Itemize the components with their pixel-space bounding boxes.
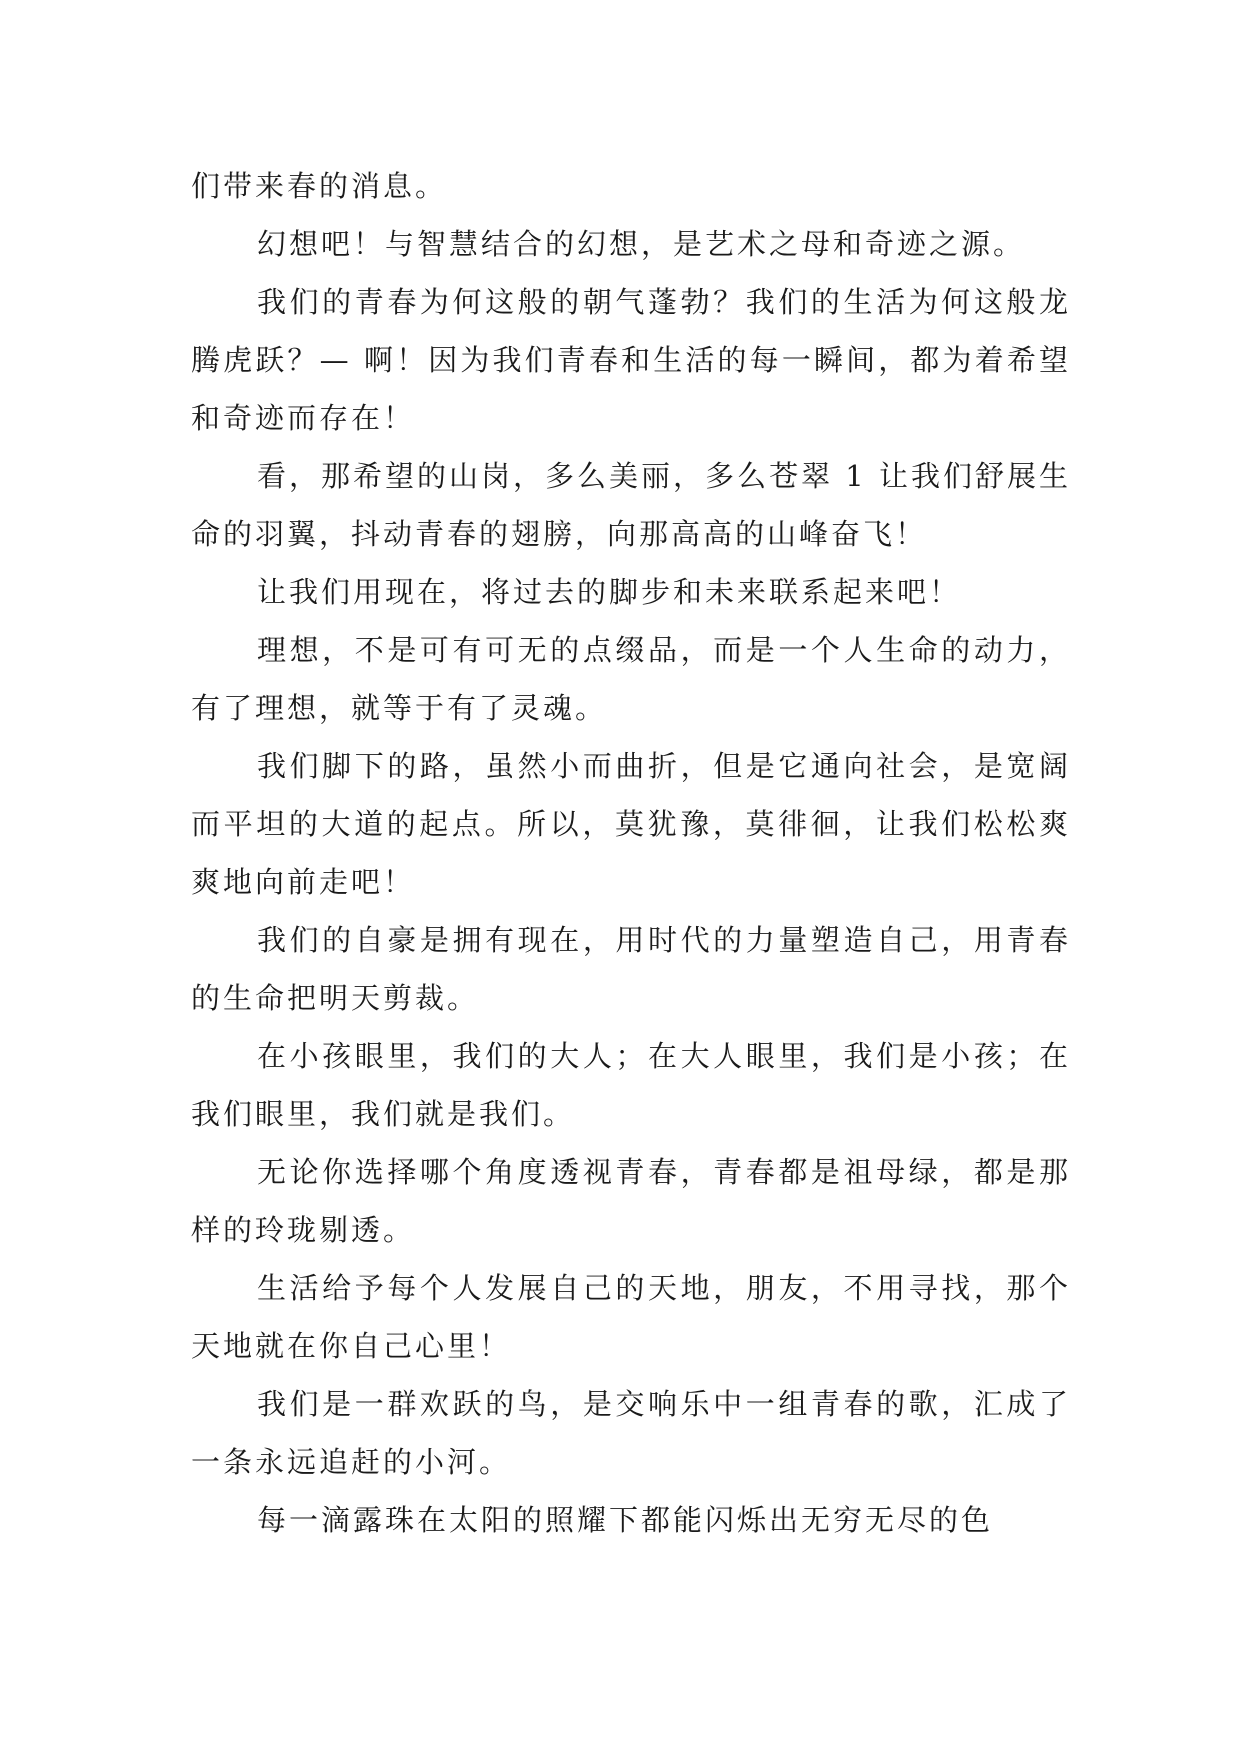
paragraph-6: 理想，不是可有可无的点缀品，而是一个人生命的动力，有了理想，就等于有了灵魂。 [191, 633, 1071, 725]
document-body [191, 157, 1071, 1549]
paragraph-10: 无论你选择哪个角度透视青春，青春都是祖母绿，都是那样的玲珑剔透。 [191, 1155, 1071, 1247]
paragraph-3: 我们的青春为何这般的朝气蓬勃？我们的生活为何这般龙腾虎跃？— 啊！因为我们青春和生活的每一瞬间，都为着希望和奇迹而存在！ [191, 285, 1071, 435]
paragraph-13: 每一滴露珠在太阳的照耀下都能闪烁出无穷无尽的色 [257, 1503, 994, 1537]
paragraph-11: 生活给予每个人发展自己的天地，朋友，不用寻找，那个天地就在你自己心里！ [191, 1271, 1071, 1363]
paragraph-7: 我们脚下的路，虽然小而曲折，但是它通向社会，是宽阔而平坦的大道的起点。所以，莫犹豫，莫徘徊，让我们松松爽爽地向前走吧！ [191, 749, 1071, 899]
paragraph-8: 我们的自豪是拥有现在，用时代的力量塑造自己，用青春的生命把明天剪裁。 [191, 923, 1071, 1015]
paragraph-1: 们带来春的消息。 [191, 169, 448, 203]
paragraph-12: 我们是一群欢跃的鸟，是交响乐中一组青春的歌，汇成了一条永远追赶的小河。 [191, 1387, 1071, 1479]
paragraph-2: 幻想吧！与智慧结合的幻想，是艺术之母和奇迹之源。 [257, 227, 1026, 261]
paragraph-4: 看，那希望的山岗，多么美丽，多么苍翠 1 让我们舒展生命的羽翼，抖动青春的翅膀，向那高高的山峰奋飞！ [191, 459, 1071, 551]
paragraph-5: 让我们用现在，将过去的脚步和未来联系起来吧！ [257, 575, 962, 609]
paragraph-9: 在小孩眼里，我们的大人；在大人眼里，我们是小孩；在我们眼里，我们就是我们。 [191, 1039, 1071, 1131]
